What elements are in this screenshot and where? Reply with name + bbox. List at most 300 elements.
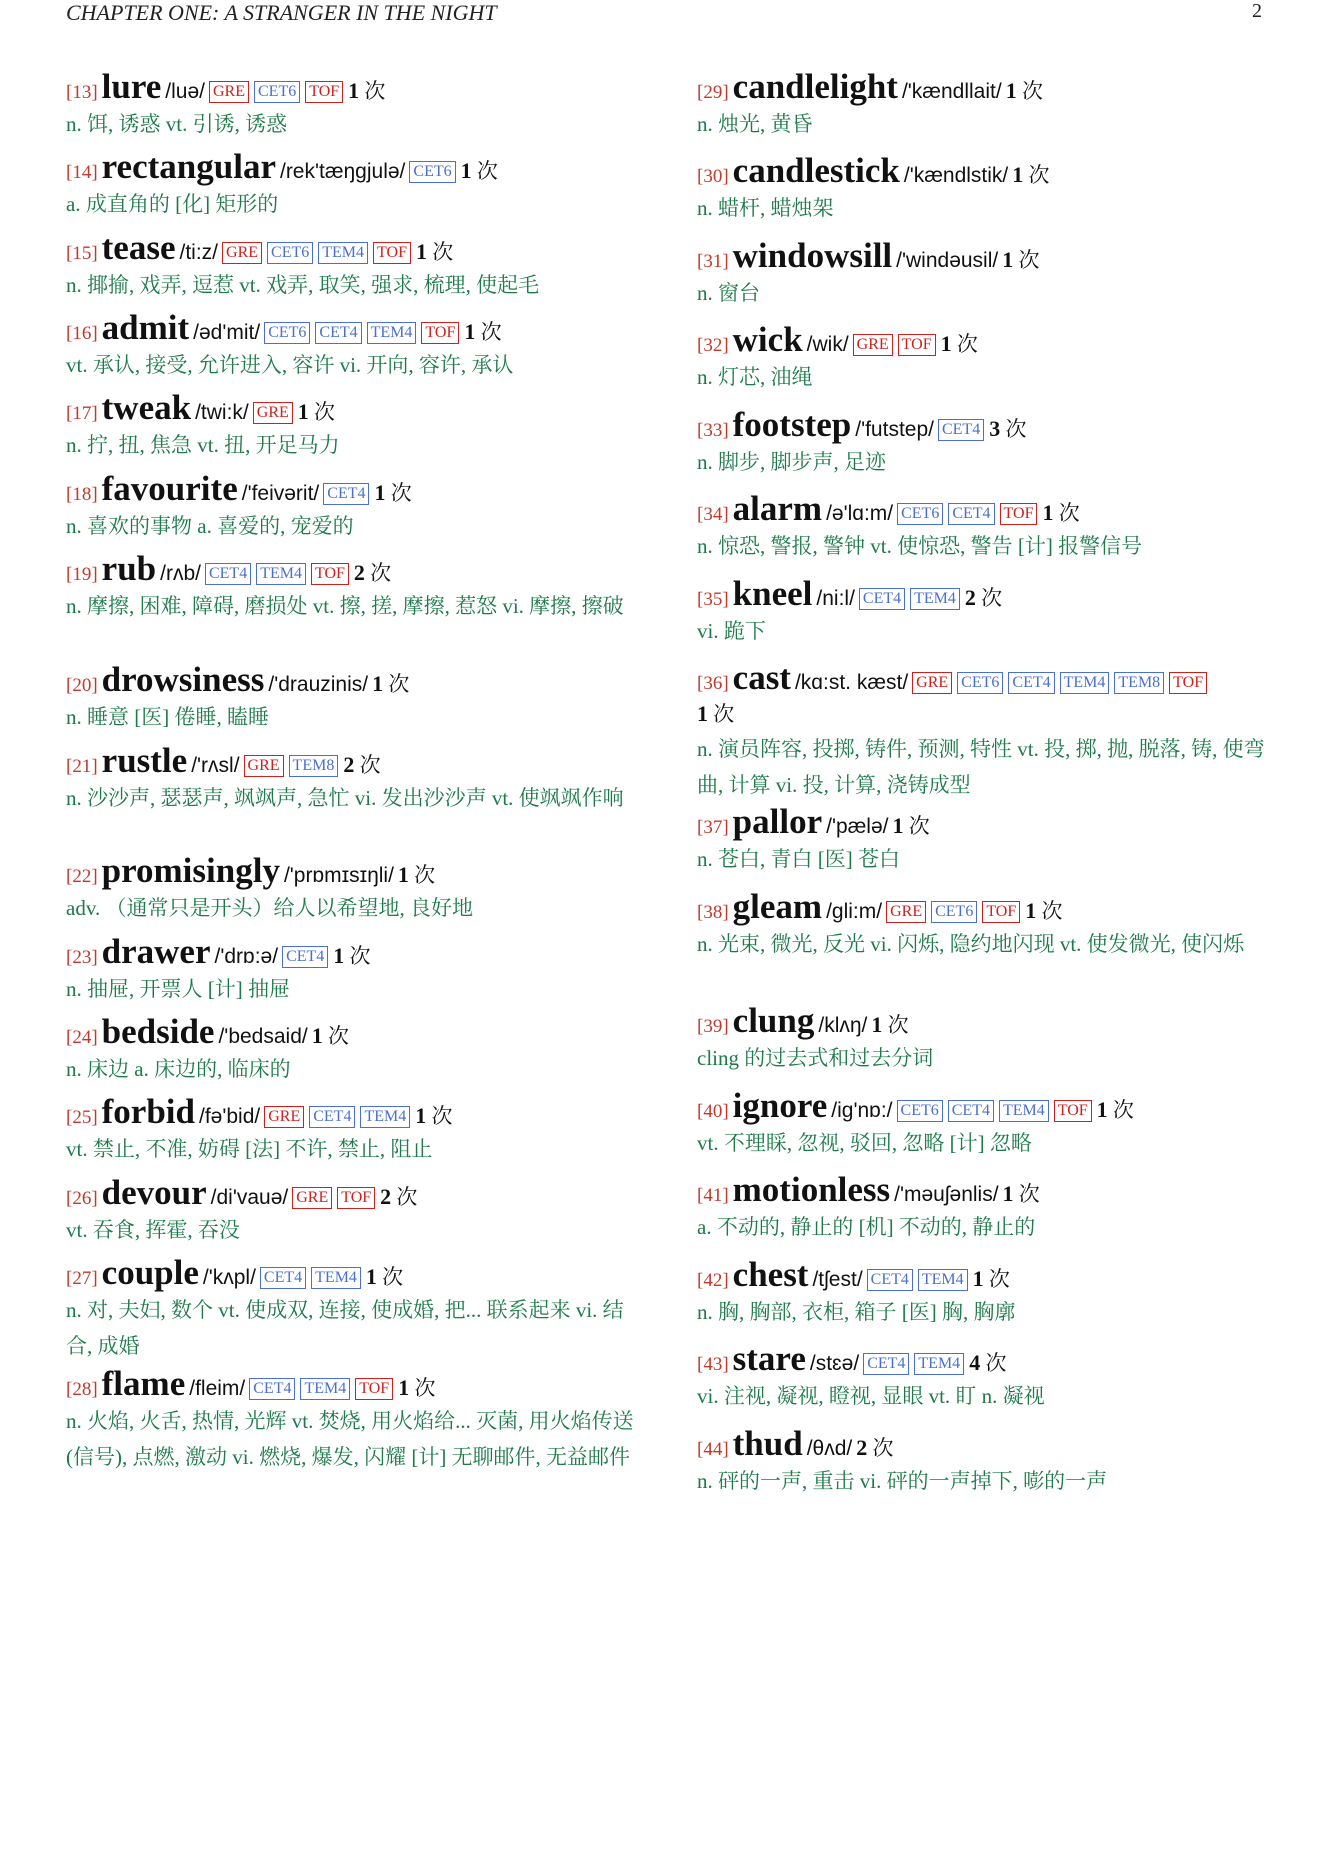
occurrence-count [965, 586, 1002, 610]
phonetic: /əd'mit/ [193, 321, 261, 344]
headword: wick [732, 320, 803, 359]
exam-tags [205, 567, 354, 584]
entry-number: [32] [697, 335, 729, 356]
phonetic: /fleim/ [189, 1377, 246, 1400]
vocab-entry [697, 659, 1277, 803]
definition: n. 喜欢的事物 a. 喜爱的, 宠爱的 [66, 514, 354, 538]
exam-tag-gre: GRE [912, 672, 952, 694]
count-value: 1 [1005, 78, 1017, 103]
vocab-entry [66, 389, 646, 463]
headword: stare [732, 1339, 806, 1378]
entry-head [697, 237, 1277, 275]
vocab-entry [66, 229, 646, 303]
exam-tag-cet4: CET4 [867, 1269, 913, 1291]
count-unit: 次 [1112, 1098, 1134, 1122]
vocab-entry [66, 470, 646, 544]
count-unit: 次 [382, 1265, 404, 1289]
count-value: 1 [372, 671, 384, 696]
occurrence-count [374, 481, 411, 505]
phonetic: /rʌb/ [160, 562, 201, 585]
entry-number: [38] [697, 902, 729, 923]
exam-tags [264, 326, 464, 343]
entry-number: [33] [697, 420, 729, 441]
entry-head [66, 1254, 646, 1292]
count-unit: 次 [956, 332, 978, 356]
vocab-entry [66, 1013, 646, 1087]
count-unit: 次 [985, 1351, 1007, 1375]
exam-tags [244, 759, 344, 776]
count-unit: 次 [1018, 1182, 1040, 1206]
exam-tags [409, 165, 460, 182]
entry-head [697, 1002, 1277, 1040]
count-unit: 次 [1058, 501, 1080, 525]
count-unit: 次 [713, 702, 735, 726]
phonetic: /ti:z/ [179, 241, 219, 264]
headword: clung [732, 1001, 815, 1040]
occurrence-count [973, 1267, 1010, 1291]
vocab-entry [697, 1256, 1277, 1330]
count-unit: 次 [1041, 899, 1063, 923]
vocab-entry [697, 888, 1277, 962]
count-value: 1 [374, 480, 386, 505]
vocab-entry [66, 661, 646, 735]
entry-number: [21] [66, 756, 98, 777]
count-value: 1 [1042, 500, 1054, 525]
phonetic: /ig'nɒ:/ [831, 1099, 893, 1122]
exam-tags [264, 1110, 415, 1127]
headword: candlestick [732, 151, 900, 190]
headword: motionless [732, 1170, 891, 1209]
definition: n. 光束, 微光, 反光 vi. 闪烁, 隐约地闪现 vt. 使发微光, 使闪烁 [697, 932, 1245, 956]
count-value: 2 [856, 1435, 868, 1460]
count-value: 1 [1002, 1181, 1014, 1206]
definition: vt. 禁止, 不准, 妨碍 [法] 不许, 禁止, 阻止 [66, 1137, 433, 1161]
occurrence-count [416, 240, 453, 264]
exam-tags [859, 592, 965, 609]
phonetic: /gli:m/ [826, 900, 883, 923]
definition: vt. 承认, 接受, 允许进入, 容许 vi. 开向, 容许, 承认 [66, 353, 514, 377]
phonetic: /stɛə/ [809, 1352, 860, 1375]
count-unit: 次 [431, 1104, 453, 1128]
exam-tag-cet4: CET4 [948, 1100, 994, 1122]
count-value: 3 [989, 416, 1001, 441]
entry-head [697, 659, 1277, 697]
entry-head [697, 888, 1277, 926]
count-value: 1 [460, 158, 472, 183]
occurrence-count [969, 1351, 1006, 1375]
count-value: 1 [365, 1264, 377, 1289]
definition: n. 饵, 诱惑 vt. 引诱, 诱惑 [66, 112, 288, 136]
phonetic: /'rʌsl/ [191, 754, 240, 777]
phonetic: /'futstep/ [855, 418, 934, 441]
exam-tag-cet6: CET6 [897, 1100, 943, 1122]
definition: a. 成直角的 [化] 矩形的 [66, 192, 279, 216]
exam-tag-tem4: TEM4 [1060, 672, 1110, 694]
exam-tags [897, 507, 1042, 524]
vocab-entry [697, 68, 1277, 142]
count-unit: 次 [370, 561, 392, 585]
phonetic: /twi:k/ [195, 401, 249, 424]
entry-number: [39] [697, 1016, 729, 1037]
occurrence-count [697, 702, 734, 726]
exam-tag-cet4: CET4 [315, 322, 361, 344]
phonetic: /'bedsaid/ [218, 1025, 308, 1048]
chapter-title: CHAPTER ONE: A STRANGER IN THE NIGHT [66, 0, 497, 25]
exam-tag-cet6: CET6 [957, 672, 1003, 694]
count-value: 1 [1025, 898, 1037, 923]
exam-tag-tof: TOF [373, 242, 411, 264]
headword: couple [101, 1253, 199, 1292]
headword: devour [101, 1173, 207, 1212]
exam-tag-gre: GRE [222, 242, 262, 264]
vocab-entry [697, 152, 1277, 226]
exam-tag-tof: TOF [1169, 672, 1207, 694]
count-unit: 次 [364, 79, 386, 103]
entry-head [66, 661, 646, 699]
entry-head [66, 933, 646, 971]
count-unit: 次 [388, 672, 410, 696]
page-number: 2 [1252, 0, 1262, 22]
entry-head [697, 803, 1277, 841]
definition: n. 拧, 扭, 焦急 vt. 扭, 开足马力 [66, 433, 340, 457]
definition: n. 脚步, 脚步声, 足迹 [697, 450, 886, 474]
phonetic: /tʃest/ [812, 1268, 863, 1291]
exam-tag-tem4: TEM4 [360, 1106, 410, 1128]
exam-tags [853, 338, 941, 355]
entry-number: [14] [66, 162, 98, 183]
entry-head [697, 1425, 1277, 1463]
exam-tag-cet4: CET4 [938, 419, 984, 441]
definition: n. 对, 夫妇, 数个 vt. 使成双, 连接, 使成婚, 把... 联系起来 vi. 结合, 成婚 [66, 1298, 624, 1358]
exam-tag-tof: TOF [337, 1187, 375, 1209]
phonetic: /ni:l/ [816, 587, 855, 610]
entry-head [697, 1087, 1277, 1125]
phonetic: /'pælə/ [826, 815, 889, 838]
definition: adv. （通常只是开头）给人以希望地, 良好地 [66, 896, 473, 920]
count-unit: 次 [396, 1185, 418, 1209]
entry-number: [24] [66, 1027, 98, 1048]
count-value: 4 [969, 1350, 981, 1375]
count-unit: 次 [981, 586, 1003, 610]
headword: drawer [101, 932, 211, 971]
entry-head [697, 152, 1277, 190]
entry-head [66, 389, 646, 427]
exam-tag-gre: GRE [264, 1106, 304, 1128]
exam-tag-tem4: TEM4 [999, 1100, 1049, 1122]
definition: a. 不动的, 静止的 [机] 不动的, 静止的 [697, 1215, 1036, 1239]
occurrence-count [354, 561, 391, 585]
definition: n. 抽屉, 开票人 [计] 抽屉 [66, 977, 290, 1001]
page-header [66, 0, 1262, 30]
definition: vt. 不理睬, 忽视, 驳回, 忽略 [计] 忽略 [697, 1131, 1032, 1155]
exam-tag-gre: GRE [292, 1187, 332, 1209]
entry-number: [20] [66, 675, 98, 696]
exam-tag-gre: GRE [209, 81, 249, 103]
headword: chest [732, 1255, 809, 1294]
definition: n. 蜡杆, 蜡烛架 [697, 196, 834, 220]
entry-number: [37] [697, 817, 729, 838]
occurrence-count [348, 79, 385, 103]
exam-tags [938, 423, 989, 440]
vocab-entry [66, 148, 646, 222]
entry-number: [43] [697, 1354, 729, 1375]
count-unit: 次 [414, 1376, 436, 1400]
headword: thud [732, 1424, 803, 1463]
entry-number: [42] [697, 1270, 729, 1291]
count-unit: 次 [414, 863, 436, 887]
occurrence-count [989, 417, 1026, 441]
entry-number: [16] [66, 323, 98, 344]
phonetic: /kɑ:st. kæst/ [794, 671, 909, 694]
exam-tag-cet4: CET4 [863, 1353, 909, 1375]
headword: tweak [101, 388, 192, 427]
definition: n. 窗台 [697, 281, 760, 305]
vocab-entry [697, 321, 1277, 395]
entry-head [66, 68, 646, 106]
entry-number: [17] [66, 403, 98, 424]
count-value: 1 [397, 862, 409, 887]
count-value: 2 [343, 752, 355, 777]
exam-tag-tem4: TEM4 [311, 1267, 361, 1289]
definition: vi. 注视, 凝视, 瞪视, 显眼 vt. 盯 n. 凝视 [697, 1384, 1045, 1408]
occurrence-count [856, 1436, 893, 1460]
definition: n. 揶揄, 戏弄, 逗惹 vt. 戏弄, 取笑, 强求, 梳理, 使起毛 [66, 273, 540, 297]
phonetic: /klʌŋ/ [818, 1014, 868, 1037]
exam-tag-cet6: CET6 [897, 503, 943, 525]
exam-tag-tem4: TEM4 [318, 242, 368, 264]
entry-head [66, 1093, 646, 1131]
definition: n. 床边 a. 床边的, 临床的 [66, 1057, 291, 1081]
exam-tag-tof: TOF [982, 901, 1020, 923]
entry-head [697, 321, 1277, 359]
count-unit: 次 [1005, 417, 1027, 441]
vocab-entry [66, 1254, 646, 1364]
headword: lure [101, 67, 162, 106]
phonetic: /'feivərit/ [241, 482, 320, 505]
exam-tag-tem4: TEM4 [914, 1353, 964, 1375]
vocab-entry [697, 1087, 1277, 1161]
entry-number: [19] [66, 564, 98, 585]
entry-head [66, 1365, 646, 1403]
exam-tags [897, 1104, 1097, 1121]
occurrence-count [333, 944, 370, 968]
phonetic: /'windəusil/ [896, 249, 999, 272]
occurrence-count [366, 1265, 403, 1289]
entry-number: [31] [697, 251, 729, 272]
exam-tag-cet4: CET4 [1008, 672, 1054, 694]
entry-number: [23] [66, 947, 98, 968]
exam-tag-tof: TOF [898, 334, 936, 356]
entry-number: [28] [66, 1379, 98, 1400]
count-unit: 次 [359, 753, 381, 777]
count-unit: 次 [1021, 79, 1043, 103]
vocab-entry [697, 406, 1277, 480]
exam-tag-gre: GRE [886, 901, 926, 923]
exam-tag-cet6: CET6 [264, 322, 310, 344]
occurrence-count [461, 159, 498, 183]
entry-head [697, 575, 1277, 613]
definition: n. 演员阵容, 投掷, 铸件, 预测, 特性 vt. 投, 掷, 抛, 脱落, 铸, 使弯曲, 计算 vi. 投, 计算, 浇铸成型 [697, 737, 1265, 797]
exam-tags [282, 950, 333, 967]
exam-tag-tof: TOF [311, 563, 349, 585]
vocab-entry [66, 1093, 646, 1167]
exam-tag-cet4: CET4 [282, 946, 328, 968]
entry-number: [35] [697, 589, 729, 610]
count-unit: 次 [988, 1267, 1010, 1291]
headword: flame [101, 1364, 186, 1403]
entry-number: [41] [697, 1185, 729, 1206]
entry-number: [30] [697, 166, 729, 187]
count-value: 1 [333, 943, 345, 968]
vocab-entry [697, 1340, 1277, 1414]
exam-tags [222, 246, 416, 263]
headword: footstep [732, 405, 852, 444]
occurrence-count [464, 320, 501, 344]
headword: alarm [732, 489, 823, 528]
definition: cling 的过去式和过去分词 [697, 1046, 934, 1070]
vocab-entry [66, 1365, 646, 1475]
exam-tag-cet6: CET6 [409, 161, 455, 183]
entry-number: [15] [66, 243, 98, 264]
entry-number: [27] [66, 1268, 98, 1289]
entry-head [697, 68, 1277, 106]
entry-head [697, 1256, 1277, 1294]
occurrence-count [343, 753, 380, 777]
occurrence-count [1012, 163, 1049, 187]
count-value: 1 [940, 331, 952, 356]
headword: candlelight [732, 67, 898, 106]
occurrence-count [892, 814, 929, 838]
count-value: 1 [1012, 162, 1024, 187]
entry-number: [40] [697, 1101, 729, 1122]
count-value: 1 [972, 1266, 984, 1291]
entry-head [66, 229, 646, 267]
entry-number: [22] [66, 866, 98, 887]
occurrence-count [398, 863, 435, 887]
vocab-entry [66, 742, 646, 816]
exam-tag-tem4: TEM4 [300, 1378, 350, 1400]
entry-head [697, 406, 1277, 444]
entry-number: [26] [66, 1188, 98, 1209]
vocab-entry [697, 1425, 1277, 1499]
headword: tease [101, 228, 176, 267]
exam-tag-cet4: CET4 [249, 1378, 295, 1400]
exam-tag-cet6: CET6 [267, 242, 313, 264]
exam-tag-tof: TOF [305, 81, 343, 103]
definition: n. 睡意 [医] 倦睡, 瞌睡 [66, 705, 269, 729]
count-unit: 次 [476, 159, 498, 183]
count-value: 1 [415, 239, 427, 264]
count-value: 2 [380, 1184, 392, 1209]
count-value: 1 [697, 701, 708, 726]
count-value: 2 [964, 585, 976, 610]
count-unit: 次 [314, 400, 336, 424]
count-value: 1 [311, 1023, 323, 1048]
exam-tag-cet4: CET4 [309, 1106, 355, 1128]
count-unit: 次 [349, 944, 371, 968]
headword: admit [101, 308, 190, 347]
exam-tags [292, 1191, 380, 1208]
headword: pallor [732, 802, 823, 841]
phonetic: /rek'tæŋgjulə/ [279, 160, 406, 183]
definition: n. 烛光, 黄昏 [697, 112, 813, 136]
count-value: 2 [353, 560, 365, 585]
exam-tag-cet4: CET4 [859, 588, 905, 610]
exam-tag-tem8: TEM8 [1114, 672, 1164, 694]
exam-tag-cet6: CET6 [931, 901, 977, 923]
exam-tag-cet4: CET4 [260, 1267, 306, 1289]
vocab-entry [66, 1174, 646, 1248]
exam-tags [249, 1382, 398, 1399]
occurrence-count [1025, 899, 1062, 923]
count-unit: 次 [1018, 248, 1040, 272]
headword: windowsill [732, 236, 893, 275]
occurrence-count [415, 1104, 452, 1128]
exam-tags [209, 85, 348, 102]
definition: vi. 跪下 [697, 619, 766, 643]
entry-head [66, 309, 646, 347]
exam-tags [886, 905, 1025, 922]
definition: n. 苍白, 青白 [医] 苍白 [697, 847, 900, 871]
definition: n. 灯芯, 油绳 [697, 365, 813, 389]
count-value: 1 [398, 1375, 410, 1400]
definition: n. 惊恐, 警报, 警钟 vt. 使惊恐, 警告 [计] 报警信号 [697, 534, 1143, 558]
entry-head [66, 1174, 646, 1212]
entry-head [66, 550, 646, 588]
definition: n. 摩擦, 困难, 障碍, 磨损处 vt. 擦, 搓, 摩擦, 惹怒 vi. 摩擦, 擦破 [66, 594, 624, 618]
exam-tag-tof: TOF [421, 322, 459, 344]
occurrence-count [380, 1185, 417, 1209]
entry-head [66, 742, 646, 780]
exam-tag-tof: TOF [1054, 1100, 1092, 1122]
phonetic: /'kændlstik/ [903, 164, 1009, 187]
phonetic: /ə'lɑ:m/ [826, 502, 894, 525]
occurrence-count [1002, 248, 1039, 272]
headword: promisingly [101, 851, 280, 890]
count-value: 1 [871, 1012, 883, 1037]
occurrence-count [398, 1376, 435, 1400]
headword: drowsiness [101, 660, 265, 699]
exam-tag-tem4: TEM4 [256, 563, 306, 585]
headword: cast [732, 658, 791, 697]
exam-tag-tem4: TEM4 [918, 1269, 968, 1291]
phonetic: /di'vauə/ [210, 1186, 289, 1209]
occurrence-count [871, 1013, 908, 1037]
count-unit: 次 [432, 240, 454, 264]
exam-tags [323, 487, 374, 504]
count-unit: 次 [1028, 163, 1050, 187]
entry-number: [34] [697, 504, 729, 525]
vocab-entry [66, 68, 646, 142]
phonetic: /fə'bid/ [199, 1105, 261, 1128]
entry-head [697, 1340, 1277, 1378]
phonetic: /'kændllait/ [901, 80, 1002, 103]
count-value: 1 [415, 1103, 427, 1128]
vocab-entry [66, 309, 646, 383]
exam-tag-cet4: CET4 [323, 483, 369, 505]
entry-number: [25] [66, 1107, 98, 1128]
count-value: 1 [348, 78, 360, 103]
exam-tags [867, 1273, 973, 1290]
count-value: 1 [464, 319, 476, 344]
definition: n. 砰的一声, 重击 vi. 砰的一声掉下, 嘭的一声 [697, 1469, 1108, 1493]
entry-head [66, 1013, 646, 1051]
headword: gleam [732, 887, 823, 926]
definition: n. 沙沙声, 瑟瑟声, 飒飒声, 急忙 vi. 发出沙沙声 vt. 使飒飒作响 [66, 786, 624, 810]
exam-tags [260, 1271, 366, 1288]
headword: ignore [732, 1086, 828, 1125]
entry-number: [36] [697, 673, 729, 694]
